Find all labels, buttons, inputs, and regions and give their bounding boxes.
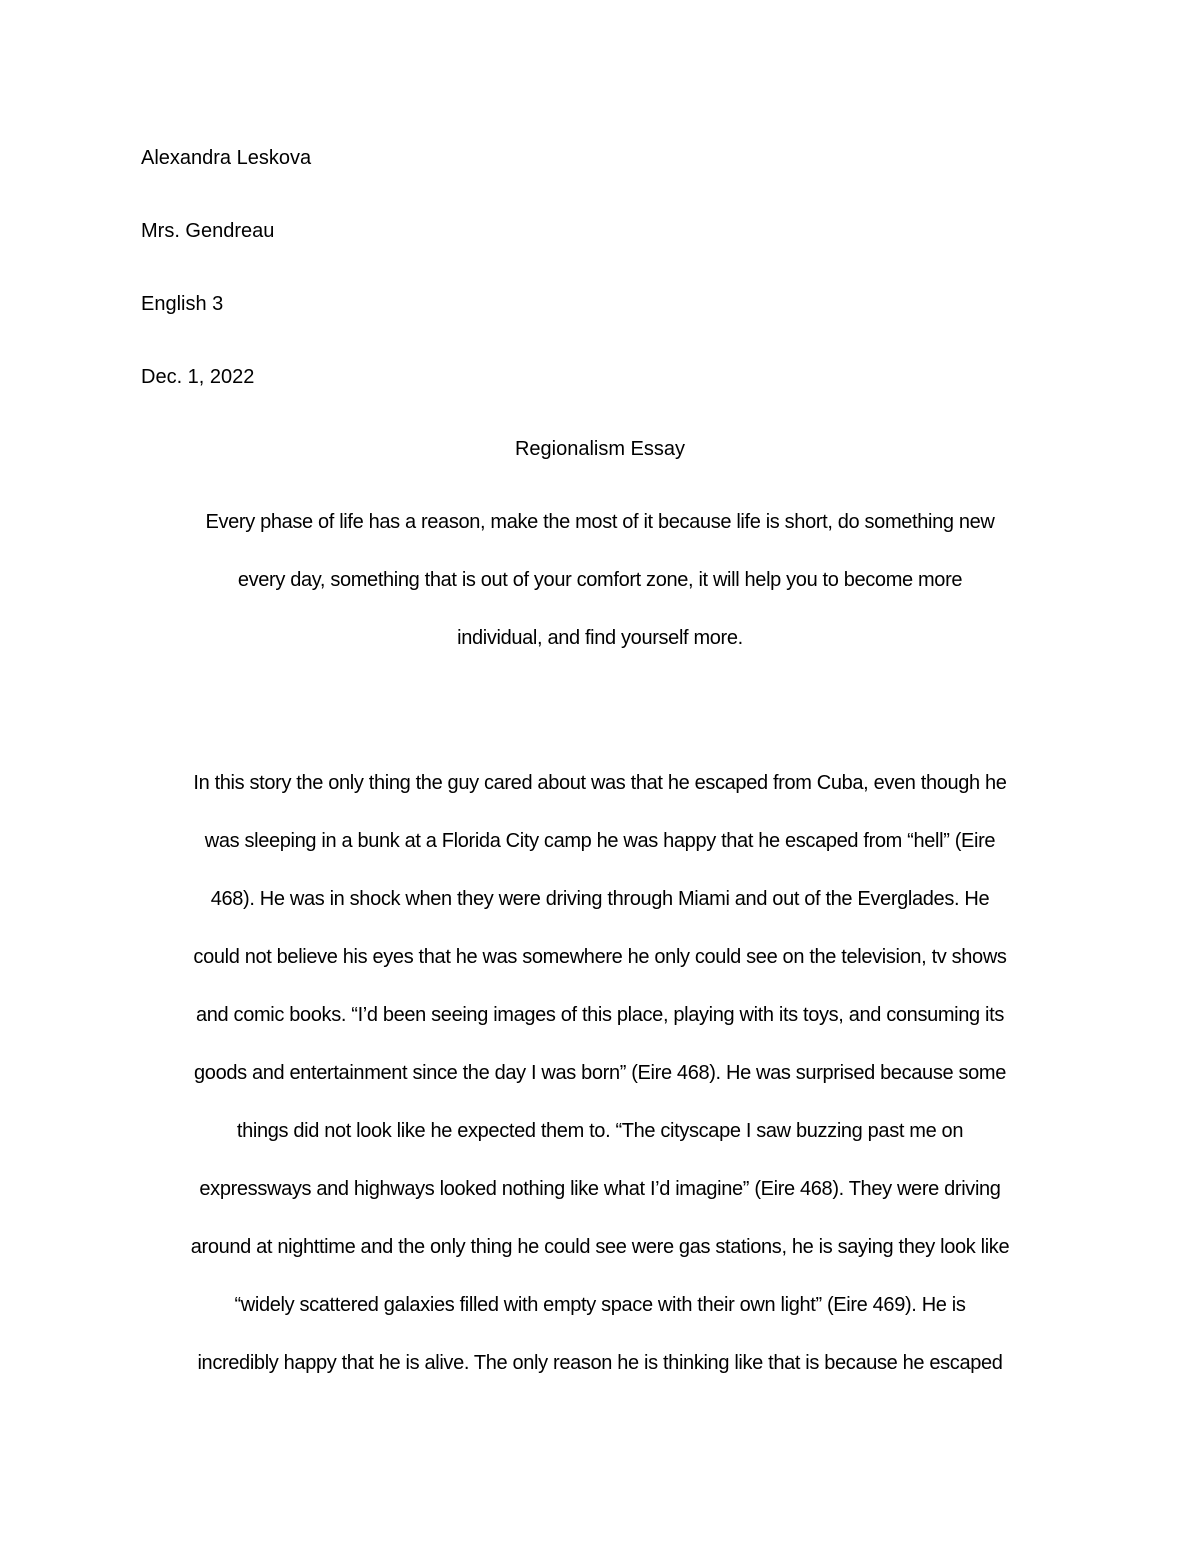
text-line: incredibly happy that he is alive. The only reason he is thinking like that is because he escaped — [197, 1352, 1003, 1374]
text-line: expressways and highways looked nothing like what I’d imagine” (Eire 468). They were driving — [199, 1178, 1001, 1200]
text-line: was sleeping in a bunk at a Florida City camp he was happy that he escaped from “hell” (Eire — [204, 830, 996, 852]
text-line: “widely scattered galaxies filled with empty space with their own light” (Eire 469). He is — [234, 1294, 966, 1316]
essay-date: Dec. 1, 2022 — [141, 366, 255, 388]
text-line: 468). He was in shock when they were driving through Miami and out of the Everglades. He — [210, 888, 990, 910]
text-line: goods and entertainment since the day I was born” (Eire 468). He was surprised because some — [194, 1062, 1006, 1084]
text-line: every day, something that is out of your comfort zone, it will help you to become more — [237, 569, 963, 591]
text-line: could not believe his eyes that he was somewhere he only could see on the television, tv shows — [193, 946, 1007, 968]
teacher-name: Mrs. Gendreau — [141, 220, 275, 242]
text-line: things did not look like he expected them to. “The cityscape I saw buzzing past me on — [236, 1120, 964, 1142]
essay-title: Regionalism Essay — [514, 438, 686, 460]
text-line: around at nighttime and the only thing he could see were gas stations, he is saying they look like — [190, 1236, 1010, 1258]
text-line: and comic books. “I’d been seeing images of this place, playing with its toys, and consuming its — [196, 1004, 1004, 1026]
text-line: In this story the only thing the guy cared about was that he escaped from Cuba, even though he — [193, 772, 1007, 794]
student-name: Alexandra Leskova — [141, 147, 312, 169]
text-line: individual, and find yourself more. — [457, 627, 743, 649]
body-paragraph — [0, 771, 1200, 1409]
course-name: English 3 — [141, 293, 224, 315]
intro-paragraph — [0, 510, 1200, 684]
text-line: Every phase of life has a reason, make the most of it because life is short, do something new — [205, 511, 995, 533]
